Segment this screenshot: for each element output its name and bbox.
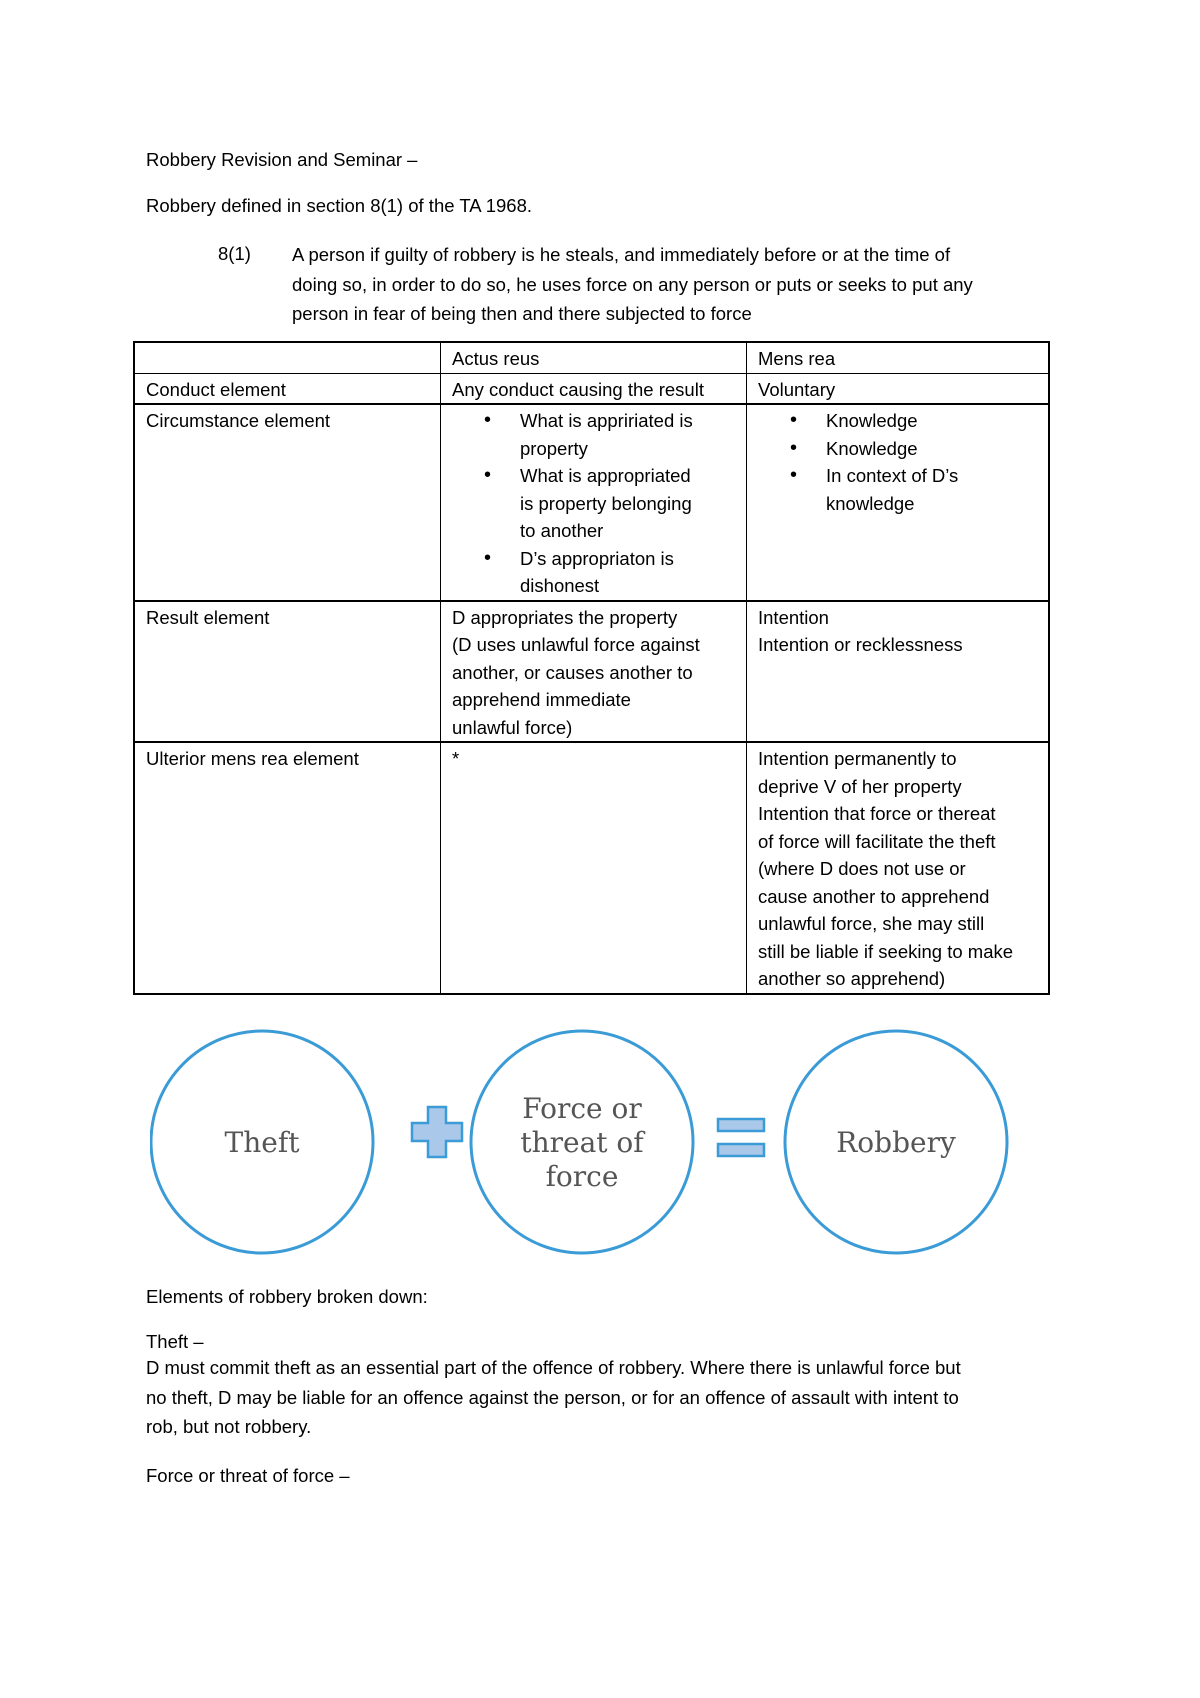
- definition-line: Robbery defined in section 8(1) of the TA 1968.: [146, 195, 533, 216]
- paragraph-line: no theft, D may be liable for an offence against the person, or for an offence of assault with intent to: [146, 1386, 959, 1408]
- table-row-ulterior: [134, 742, 1049, 994]
- actus-cell: Any conduct causing the result: [441, 373, 747, 404]
- mens-cell: [747, 404, 1050, 601]
- row-label: Conduct element: [134, 373, 441, 404]
- robbery-equation-diagram: [150, 1020, 1030, 1260]
- equals-icon-top: [718, 1119, 764, 1131]
- list-item: • D’s appropriaton is dishonest: [520, 545, 735, 600]
- paragraph-line: D must commit theft as an essential part of the offence of robbery. Where there is unlawful force but: [146, 1357, 961, 1378]
- section-line: person in fear of being then and there subjected to force: [292, 303, 752, 324]
- mens-cell: Voluntary: [747, 373, 1050, 404]
- elements-heading: Elements of robbery broken down:: [146, 1286, 428, 1307]
- row-label: Circumstance element: [134, 404, 441, 601]
- list-item: • Knowledge: [826, 435, 1037, 463]
- header-cell-mens-rea: Mens rea: [747, 342, 1050, 373]
- row-label: Ulterior mens rea element: [134, 742, 441, 994]
- document-title: Robbery Revision and Seminar –: [146, 149, 418, 170]
- actus-cell: *: [441, 742, 747, 994]
- actus-cell: D appropriates the property (D uses unlawful force against another, or causes another to apprehend immediate unlawful force): [441, 601, 747, 743]
- section-line: A person if guilty of robbery is he steals, and immediately before or at the time of: [292, 244, 951, 265]
- force-label-line: threat of: [520, 1126, 644, 1159]
- header-cell-empty: [134, 342, 441, 373]
- force-heading: Force or threat of force –: [146, 1465, 350, 1486]
- actus-cell: [441, 404, 747, 601]
- paragraph-line: rob, but not robbery.: [146, 1416, 312, 1437]
- force-label-line: force: [545, 1160, 619, 1193]
- table-row-result: [134, 601, 1049, 743]
- row-label: Result element: [134, 601, 441, 743]
- mens-cell: Intention permanently to deprive V of her property Intention that force or thereat of force will facilitate the theft (where D does not use or cause another to apprehend unlawful force, she may still still be liable if seeking to make another so apprehend): [747, 742, 1050, 994]
- theft-paragraph: [146, 1353, 1076, 1442]
- header-cell-actus-reus: Actus reus: [441, 342, 747, 373]
- section-number: 8(1): [218, 243, 251, 264]
- list-item: • What is appririated is property: [520, 407, 735, 462]
- list-item: • What is appropriated is property belonging to another: [520, 462, 735, 545]
- force-label-line: Force or: [522, 1092, 642, 1125]
- theft-heading: Theft –: [146, 1331, 204, 1352]
- elements-table: [133, 341, 1050, 995]
- list-item: • In context of D’s knowledge: [826, 462, 1037, 517]
- equals-icon-bottom: [718, 1144, 764, 1156]
- table-row-conduct: [134, 373, 1049, 404]
- table-row-circumstance: [134, 404, 1049, 601]
- plus-icon: [412, 1107, 462, 1157]
- robbery-label: Robbery: [836, 1126, 956, 1159]
- mens-cell: Intention Intention or recklessness: [747, 601, 1050, 743]
- section-line: doing so, in order to do so, he uses force on any person or puts or seeks to put any: [292, 273, 973, 295]
- table-header-row: [134, 342, 1049, 373]
- list-item: • Knowledge: [826, 407, 1037, 435]
- section-text: [292, 240, 1072, 329]
- theft-label: Theft: [224, 1126, 300, 1159]
